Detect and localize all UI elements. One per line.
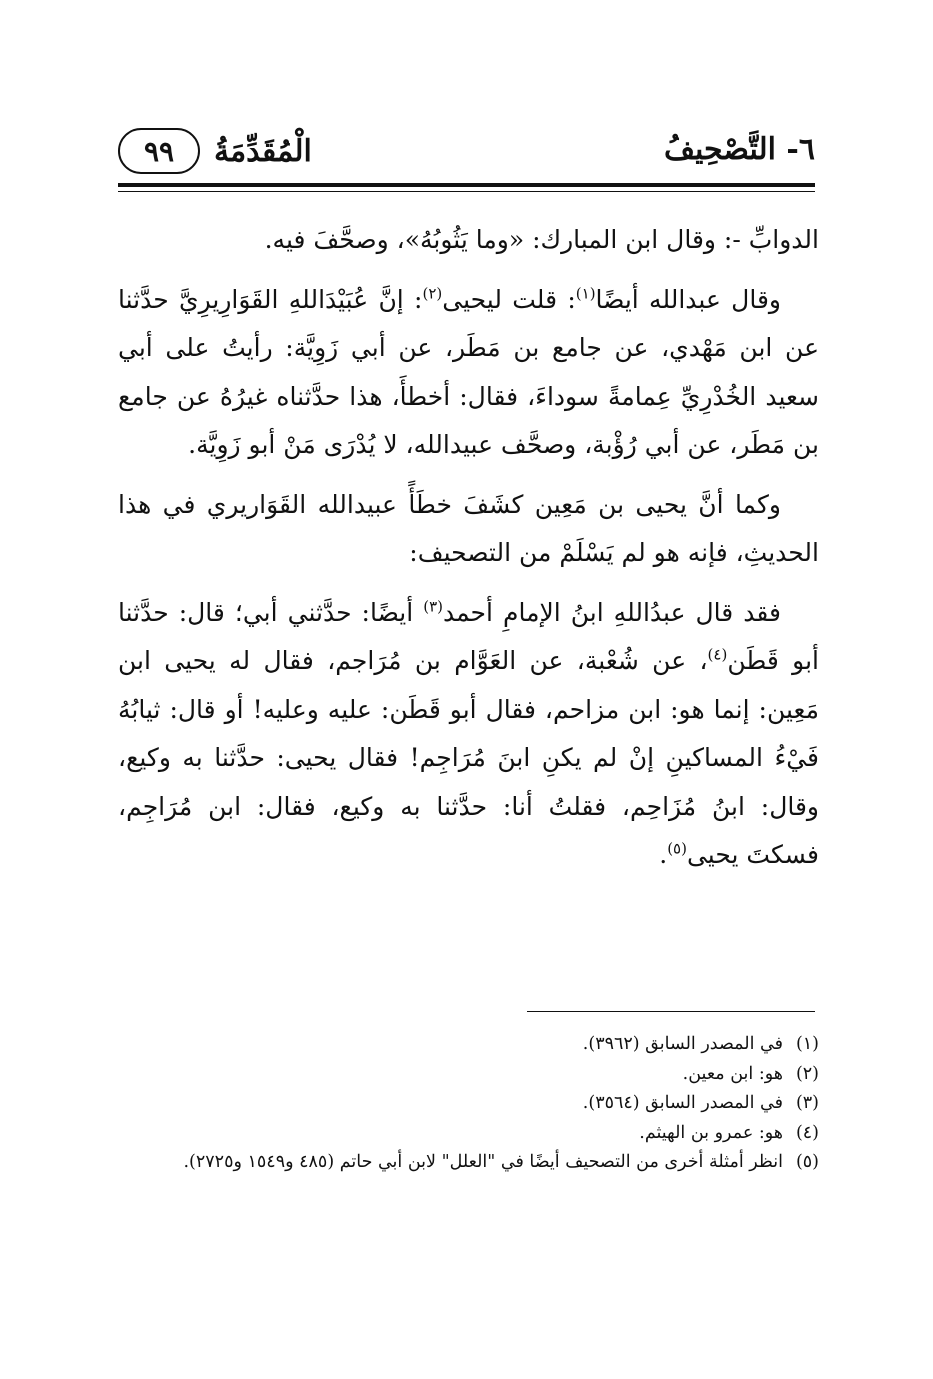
footnote-text: هو: عمرو بن الهيثم. xyxy=(639,1122,783,1143)
header-rule-thick xyxy=(118,183,815,187)
footnote-3 xyxy=(118,1089,819,1119)
footnote-ref-2[interactable]: (٢) xyxy=(422,284,443,303)
footnote-text: في المصدر السابق (٣٥٦٤). xyxy=(582,1093,783,1113)
paragraph-text: : إنَّ عُبَيْدَاللهِ القَوَارِيرِيَّ حدَّثنا عن ابن مَهْدي، عن جامع بن مَطَر، عن أبي زَوِيَّة: رأيتُ على أبي سعيد الخُدْرِيِّ عِمامةً سوداءَ، فقال: أخطأَ، هذا حدَّثناه غيرُهُ عن جامع بن مَطَر، عن أبي رُؤْبة، وصحَّف عبيدالله، لا يُدْرَى مَنْ أبو زَوِيَّة. xyxy=(118,284,819,459)
footnote-number: (٢) xyxy=(795,1063,819,1084)
footnotes xyxy=(118,1030,819,1178)
footnote-4 xyxy=(118,1119,819,1149)
footnote-ref-5[interactable]: (٥) xyxy=(667,839,687,858)
footnote-number: (١) xyxy=(795,1034,819,1054)
paragraph-3 xyxy=(118,481,819,578)
main-text xyxy=(118,216,819,891)
paragraph-text: فقد قال عبدُاللهِ ابنُ الإمامِ أحمد xyxy=(442,597,781,627)
footnote-2 xyxy=(118,1060,819,1090)
paragraph-text: . xyxy=(659,840,668,869)
footnote-ref-1[interactable]: (١) xyxy=(575,284,596,303)
paragraph-4 xyxy=(118,589,819,880)
footnote-separator xyxy=(527,1011,815,1012)
footnote-number: (٤) xyxy=(795,1122,819,1143)
section-group xyxy=(118,128,312,174)
chapter-title: ٦- التَّصْحِيفُ xyxy=(663,132,815,167)
footnote-number: (٣) xyxy=(795,1093,819,1113)
paragraph-text: وقال عبدالله أيضًا xyxy=(595,284,781,314)
footnote-text: هو: ابن معين. xyxy=(682,1063,783,1084)
footnote-ref-3[interactable]: (٣) xyxy=(423,597,443,616)
paragraph-text: : قلت ليحيى xyxy=(442,284,576,314)
footnote-number: (٥) xyxy=(795,1152,819,1172)
header-rule-thin xyxy=(118,191,815,192)
footnote-text: انظر أمثلة أخرى من التصحيف أيضًا في "العلل" لابن أبي حاتم (٤٨٥ و١٥٤٩ و٢٧٢٥). xyxy=(183,1152,783,1172)
running-header xyxy=(118,128,815,180)
footnote-ref-4[interactable]: (٤) xyxy=(707,645,728,664)
footnote-5 xyxy=(118,1148,819,1178)
paragraph-text: الدوابِّ -: وقال ابن المبارك: «وما يَثُوبُهُ»، وصحَّفَ فيه. xyxy=(264,225,819,254)
page-number: ٩٩ xyxy=(118,128,200,174)
paragraph-text: أيضًا: حدَّثني أبي؛ قال: حدَّثنا أبو قَطَن xyxy=(118,597,819,675)
paragraph-text: ، عن شُعْبة، عن العَوَّام بن مُرَاجم، فقال له يحيى ابن مَعِين: إنما هو: ابن مزاحم، فقال أبو قَطَن: عليه وعليه! أو قال: ثيابُهُ فَيْءُ المساكينِ إنْ لم يكنِ ابنَ مُرَاجِم! فقال يحيى: حدَّثنا به وكيع، وقال: ابنُ مُزَاحِم، فقلتُ أنا: حدَّثنا به وكيع، فقال: ابن مُرَاجِم، فسكتَ يحيى xyxy=(118,646,819,869)
paragraph-text: وكما أنَّ يحيى بن مَعِين كشَفَ خطَأً عبيدالله القَوَاريري في هذا الحديثِ، فإنه هو لم يَسْلَمْ من التصحيف: xyxy=(118,489,819,567)
footnote-1 xyxy=(118,1030,819,1060)
section-title: الْمُقَدِّمَةُ xyxy=(214,133,312,169)
paragraph-1 xyxy=(118,216,819,265)
footnote-text: في المصدر السابق (٣٩٦٢). xyxy=(582,1034,783,1054)
paragraph-2 xyxy=(118,276,819,470)
